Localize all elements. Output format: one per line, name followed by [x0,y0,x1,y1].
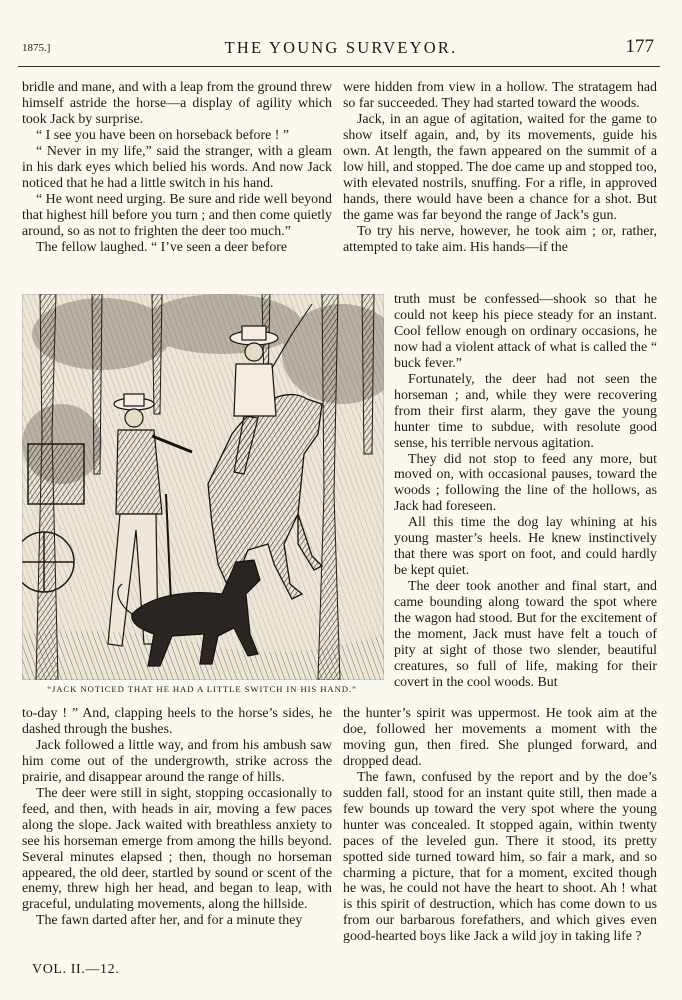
header-rule [18,66,660,67]
left-column-bottom [22,706,332,929]
left-column-top [22,80,332,255]
paragraph: to-day ! ” And, clapping heels to the horse’s sides, he dashed through the bushes. [22,706,332,737]
paragraph: The fawn, confused by the report and by the doe’s sudden fall, stood for an instant quite still, then made a few bounds up toward the very spot where the young hunter was concealed. It stopped again, within twenty paces of the leveled gun. There it stood, its pretty spotted side turned toward him, so fair a mark, and so charming a picture, that for a moment, excited though he was, he could not have the heart to shoot. Ah ! what is this spirit of destruction, which has come down to us from our barbarous forefathers, and which gives even good-hearted boys like Jack a wild joy in taking life ? [343,769,657,945]
paragraph: truth must be confessed—shook so that he could not keep his piece steady for an instant. Cool fellow enough on ordinary occasions, he now had a violent attack of what is called the “ buck fever.” [394,292,657,371]
illustration-caption: “JACK NOTICED THAT HE HAD A LITTLE SWITCH IN HIS HAND.” [47,684,357,694]
right-column-bottom [343,706,657,945]
paragraph: the hunter’s spirit was uppermost. He took aim at the doe, followed her movements a moment with the moving gun, then fired. She plunged forward, and dropped dead. [343,706,657,769]
right-column-middle [394,292,657,691]
paragraph: bridle and mane, and with a leap from the ground threw himself astride the horse—a display of agility which took Jack by surprise. [22,80,332,127]
engraving-illustration [22,294,384,680]
paragraph: “ He wont need urging. Be sure and ride well beyond that highest hill before you turn ; and then come quietly around, so as not to frighten the deer too much.” [22,191,332,239]
paragraph: The deer took another and final start, and came bounding along toward the spot where the wagon had stood. But for the excitement of the moment, Jack must have felt a touch of pity at sight of those two slender, beautiful creatures, so full of life, making for their covert in the cool woods. But [394,579,657,690]
page-title: THE YOUNG SURVEYOR. [224,38,458,57]
running-header [0,38,682,60]
right-column-top [343,80,657,255]
page-number: 177 [625,36,654,57]
paragraph: “ I see you have been on horseback before ! ” [36,127,289,143]
paragraph: The fellow laughed. “ I’ve seen a deer before [36,239,288,255]
paragraph: Jack, in an ague of agitation, waited for the game to show itself again, and, by its movements, guide his own. At length, the fawn appeared on the summit of a low hill, and stopped. The doe came up and stopped too, with elevated nostrils, snuffing. For a rifle, in approved hands, there would have been a chance for a shot. But the game was far beyond the range of Jack’s gun. [343,111,657,223]
paragraph: They did not stop to feed any more, but moved on, with occasional pauses, toward the woods ; following the line of the hollows, as Jack had foreseen. [394,451,657,515]
paragraph: All this time the dog lay whining at his young master’s heels. He knew instinctively that there was sport on foot, and could hardly be kept quiet. [394,515,657,579]
issue-date: 1875.] [22,42,51,54]
volume-signature: VOL. II.—12. [32,962,120,977]
paragraph: “ Never in my life,” said the stranger, with a gleam in his dark eyes which belied his words. And now Jack noticed that he had a little switch in his hand. [22,143,332,191]
paragraph: were hidden from view in a hollow. The stratagem had so far succeeded. They had started toward the woods. [343,80,657,111]
paragraph: The fawn darted after her, and for a minute they [36,913,303,929]
paragraph: To try his nerve, however, he took aim ; or, rather, attempted to take aim. His hands—if the [343,223,657,255]
paragraph: Jack followed a little way, and from his ambush saw him come out of the undergrowth, strike across the prairie, and disappear around the range of hills. [22,737,332,785]
paragraph: Fortunately, the deer had not seen the horseman ; and, while they were recovering from their first alarm, they gave the young hunter time to subdue, with resolute good sense, his terrible nervous agitation. [394,371,657,451]
paragraph: The deer were still in sight, stopping occasionally to feed, and then, with heads in air, moving a few paces along the slope. Jack waited with breathless anxiety to see his horseman emerge from among the hills beyond. Several minutes elapsed ; then, though no horseman appeared, the old deer, startled by sound or scent of the enemy, threw high her head, and began to leap, with graceful, undulating movements, along the hillside. [22,785,332,913]
